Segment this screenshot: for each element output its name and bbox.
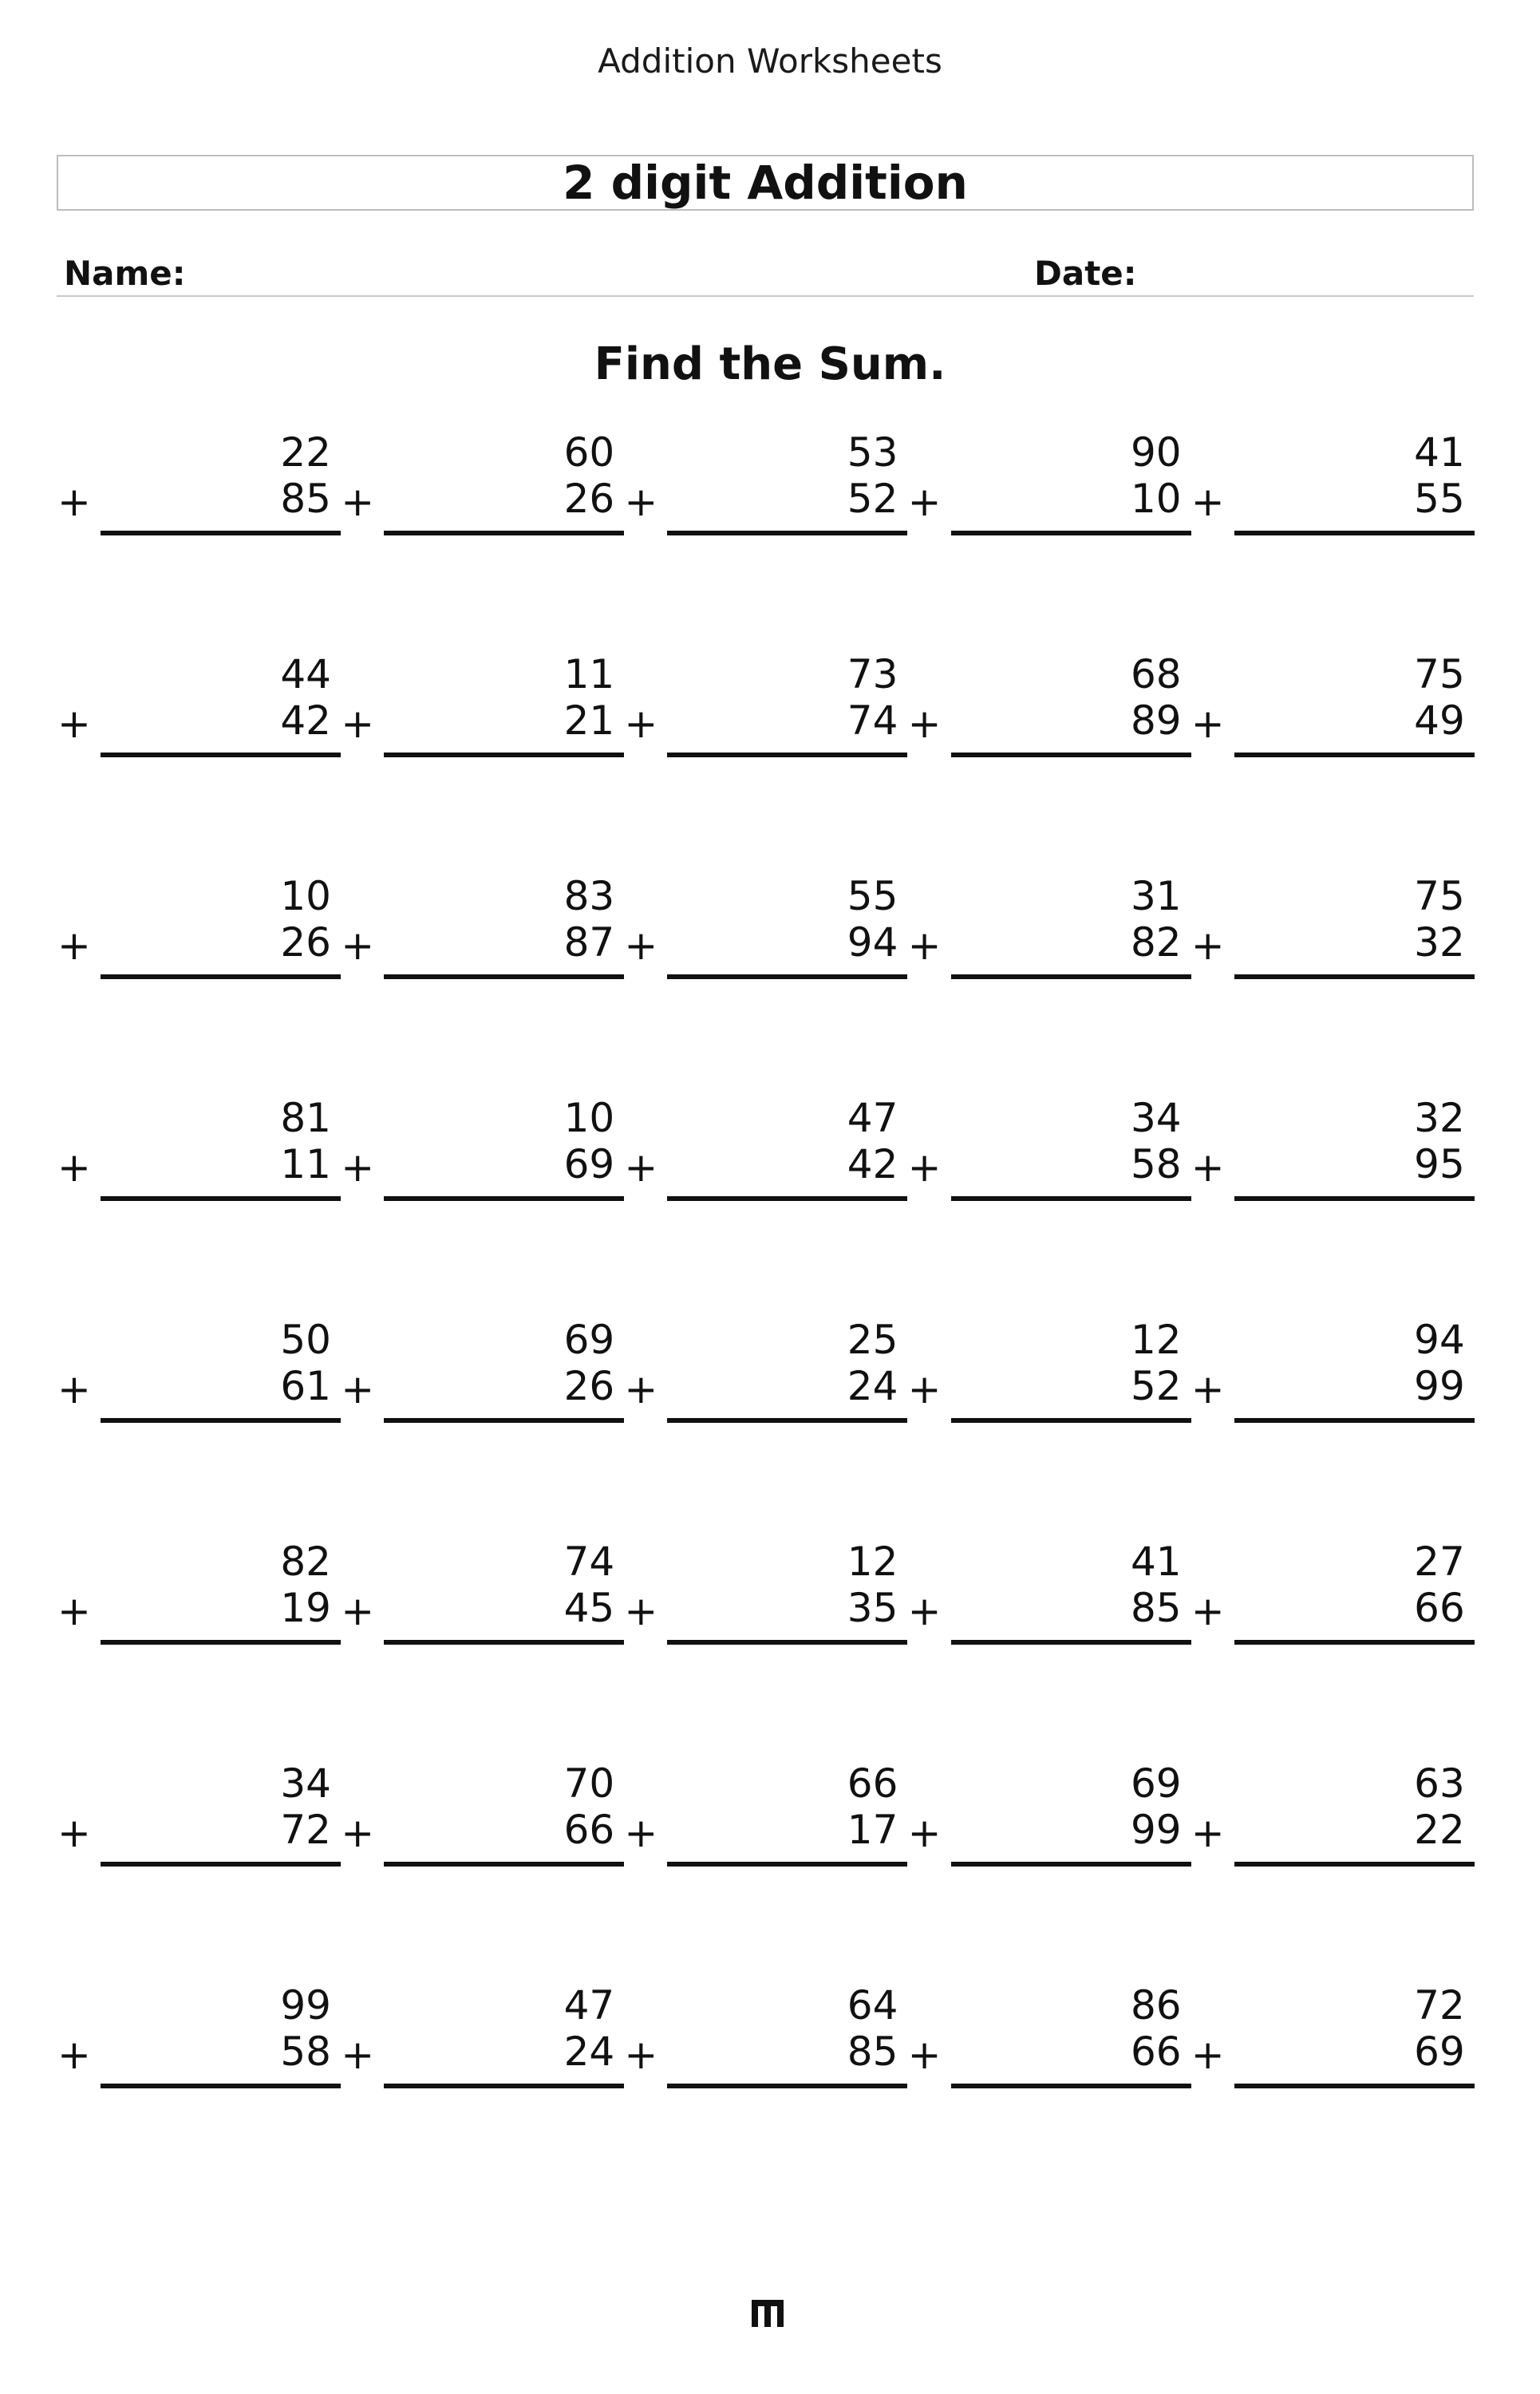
top-addend: 34: [280, 1760, 331, 1807]
top-addend: 31: [1130, 873, 1182, 919]
plus-sign: +: [341, 1810, 375, 1856]
plus-sign: +: [341, 479, 375, 525]
top-addend: 27: [1414, 1539, 1465, 1585]
addition-problem: [1191, 873, 1475, 1001]
bottom-addend: 22: [1414, 1807, 1465, 1853]
bottom-addend: 82: [1130, 919, 1182, 966]
answer-line: [667, 2084, 907, 2088]
answer-line: [667, 1418, 907, 1423]
plus-sign: +: [57, 479, 91, 525]
bottom-addend: 26: [280, 919, 331, 966]
top-addend: 12: [1130, 1317, 1182, 1363]
addition-problem: [1191, 1982, 1475, 2110]
top-addend: 68: [1130, 651, 1182, 697]
top-addend: 11: [563, 651, 615, 697]
top-addend: 81: [280, 1095, 331, 1141]
addition-problem: [624, 429, 907, 557]
bottom-addend: 55: [1414, 476, 1465, 522]
plus-sign: +: [907, 922, 942, 969]
addition-problem: [624, 1317, 907, 1444]
addition-problem: [908, 1539, 1191, 1666]
brand-logo-icon: [747, 2297, 785, 2329]
plus-sign: +: [624, 1144, 658, 1191]
plus-sign: +: [57, 1810, 91, 1856]
bottom-addend: 85: [847, 2029, 898, 2075]
top-addend: 53: [847, 429, 898, 476]
plus-sign: +: [907, 1588, 942, 1634]
bottom-addend: 21: [563, 697, 615, 744]
bottom-addend: 66: [1130, 2029, 1182, 2075]
top-addend: 41: [1130, 1539, 1182, 1585]
answer-line: [951, 531, 1191, 535]
plus-sign: +: [624, 1366, 658, 1412]
bottom-addend: 42: [847, 1141, 898, 1187]
bottom-addend: 35: [847, 1585, 898, 1631]
bottom-addend: 74: [847, 697, 898, 744]
top-addend: 73: [847, 651, 898, 697]
bottom-addend: 87: [563, 919, 615, 966]
plus-sign: +: [1191, 922, 1225, 969]
addition-problem: [624, 1095, 907, 1223]
plus-sign: +: [57, 2032, 91, 2078]
answer-line: [101, 974, 341, 979]
answer-line: [1234, 531, 1475, 535]
plus-sign: +: [1191, 1588, 1225, 1634]
bottom-addend: 72: [280, 1807, 331, 1853]
problem-grid: [57, 429, 1475, 2204]
top-addend: 69: [563, 1317, 615, 1363]
top-addend: 55: [847, 873, 898, 919]
bottom-addend: 17: [847, 1807, 898, 1853]
bottom-addend: 69: [563, 1141, 615, 1187]
plus-sign: +: [341, 701, 375, 747]
plus-sign: +: [57, 922, 91, 969]
answer-line: [101, 753, 341, 757]
answer-line: [101, 1418, 341, 1423]
bottom-addend: 26: [563, 1363, 615, 1409]
plus-sign: +: [57, 701, 91, 747]
addition-problem: [908, 1095, 1191, 1223]
top-addend: 25: [847, 1317, 898, 1363]
top-addend: 83: [563, 873, 615, 919]
top-addend: 94: [1414, 1317, 1465, 1363]
answer-line: [667, 753, 907, 757]
answer-line: [101, 1862, 341, 1867]
bottom-addend: 19: [280, 1585, 331, 1631]
bottom-addend: 85: [1130, 1585, 1182, 1631]
answer-line: [384, 1196, 624, 1201]
worksheet-title: 2 digit Addition: [57, 155, 1474, 211]
bottom-addend: 66: [563, 1807, 615, 1853]
answer-line: [667, 531, 907, 535]
answer-line: [101, 531, 341, 535]
addition-problem: [341, 1095, 624, 1223]
plus-sign: +: [907, 479, 942, 525]
top-addend: 12: [847, 1539, 898, 1585]
addition-problem: [341, 873, 624, 1001]
top-addend: 86: [1130, 1982, 1182, 2029]
bottom-addend: 32: [1414, 919, 1465, 966]
top-addend: 74: [563, 1539, 615, 1585]
addition-problem: [57, 1982, 341, 2110]
bottom-addend: 24: [847, 1363, 898, 1409]
bottom-addend: 66: [1414, 1585, 1465, 1631]
bottom-addend: 10: [1130, 476, 1182, 522]
addition-problem: [624, 1760, 907, 1888]
bottom-addend: 45: [563, 1585, 615, 1631]
bottom-addend: 52: [847, 476, 898, 522]
top-addend: 82: [280, 1539, 331, 1585]
answer-line: [1234, 1862, 1475, 1867]
addition-problem: [908, 429, 1191, 557]
answer-line: [384, 974, 624, 979]
bottom-addend: 58: [280, 2029, 331, 2075]
plus-sign: +: [341, 1588, 375, 1634]
answer-line: [1234, 1196, 1475, 1201]
addition-problem: [1191, 1539, 1475, 1666]
name-date-divider: [57, 295, 1474, 297]
answer-line: [1234, 974, 1475, 979]
top-addend: 60: [563, 429, 615, 476]
addition-problem: [908, 651, 1191, 779]
plus-sign: +: [624, 922, 658, 969]
top-addend: 22: [280, 429, 331, 476]
addition-problem: [341, 1760, 624, 1888]
top-addend: 50: [280, 1317, 331, 1363]
plus-sign: +: [624, 1810, 658, 1856]
answer-line: [101, 1196, 341, 1201]
bottom-addend: 24: [563, 2029, 615, 2075]
addition-problem: [908, 1760, 1191, 1888]
bottom-addend: 69: [1414, 2029, 1465, 2075]
addition-problem: [908, 1317, 1191, 1444]
addition-problem: [57, 873, 341, 1001]
bottom-addend: 99: [1414, 1363, 1465, 1409]
plus-sign: +: [341, 1144, 375, 1191]
addition-problem: [57, 1539, 341, 1666]
answer-line: [667, 1196, 907, 1201]
top-addend: 34: [1130, 1095, 1182, 1141]
answer-line: [384, 1862, 624, 1867]
answer-line: [951, 1862, 1191, 1867]
addition-problem: [341, 1982, 624, 2110]
instruction-heading: Find the Sum.: [594, 338, 946, 390]
plus-sign: +: [907, 1144, 942, 1191]
bottom-addend: 26: [563, 476, 615, 522]
top-addend: 44: [280, 651, 331, 697]
bottom-addend: 85: [280, 476, 331, 522]
plus-sign: +: [341, 1366, 375, 1412]
bottom-addend: 94: [847, 919, 898, 966]
top-addend: 63: [1414, 1760, 1465, 1807]
answer-line: [384, 1640, 624, 1645]
answer-line: [1234, 2084, 1475, 2088]
answer-line: [951, 2084, 1191, 2088]
plus-sign: +: [341, 2032, 375, 2078]
addition-problem: [57, 1760, 341, 1888]
plus-sign: +: [907, 2032, 942, 2078]
addition-problem: [57, 651, 341, 779]
plus-sign: +: [907, 701, 942, 747]
top-addend: 32: [1414, 1095, 1465, 1141]
answer-line: [1234, 1640, 1475, 1645]
answer-line: [101, 2084, 341, 2088]
answer-line: [667, 974, 907, 979]
answer-line: [951, 1196, 1191, 1201]
plus-sign: +: [624, 2032, 658, 2078]
addition-problem: [624, 1539, 907, 1666]
addition-problem: [341, 1539, 624, 1666]
addition-problem: [1191, 429, 1475, 557]
top-addend: 72: [1414, 1982, 1465, 2029]
addition-problem: [341, 429, 624, 557]
top-addend: 66: [847, 1760, 898, 1807]
bottom-addend: 58: [1130, 1141, 1182, 1187]
top-addend: 99: [280, 1982, 331, 2029]
site-title: Addition Worksheets: [598, 41, 942, 81]
addition-problem: [908, 1982, 1191, 2110]
addition-problem: [624, 651, 907, 779]
answer-line: [384, 753, 624, 757]
addition-problem: [57, 429, 341, 557]
addition-problem: [624, 1982, 907, 2110]
answer-line: [667, 1640, 907, 1645]
top-addend: 41: [1414, 429, 1465, 476]
answer-line: [384, 531, 624, 535]
date-label: Date:: [1034, 254, 1137, 293]
plus-sign: +: [624, 1588, 658, 1634]
answer-line: [951, 1640, 1191, 1645]
top-addend: 75: [1414, 873, 1465, 919]
name-label: Name:: [64, 254, 186, 293]
plus-sign: +: [1191, 1366, 1225, 1412]
plus-sign: +: [57, 1366, 91, 1412]
addition-problem: [341, 651, 624, 779]
addition-problem: [341, 1317, 624, 1444]
plus-sign: +: [341, 922, 375, 969]
top-addend: 69: [1130, 1760, 1182, 1807]
plus-sign: +: [1191, 479, 1225, 525]
bottom-addend: 11: [280, 1141, 331, 1187]
addition-problem: [57, 1095, 341, 1223]
plus-sign: +: [1191, 1810, 1225, 1856]
addition-problem: [1191, 1760, 1475, 1888]
answer-line: [101, 1640, 341, 1645]
answer-line: [384, 2084, 624, 2088]
bottom-addend: 99: [1130, 1807, 1182, 1853]
bottom-addend: 61: [280, 1363, 331, 1409]
bottom-addend: 42: [280, 697, 331, 744]
answer-line: [951, 1418, 1191, 1423]
plus-sign: +: [57, 1588, 91, 1634]
bottom-addend: 49: [1414, 697, 1465, 744]
plus-sign: +: [1191, 1144, 1225, 1191]
addition-problem: [624, 873, 907, 1001]
plus-sign: +: [907, 1810, 942, 1856]
bottom-addend: 89: [1130, 697, 1182, 744]
answer-line: [951, 753, 1191, 757]
addition-problem: [1191, 651, 1475, 779]
addition-problem: [908, 873, 1191, 1001]
answer-line: [1234, 1418, 1475, 1423]
plus-sign: +: [1191, 2032, 1225, 2078]
top-addend: 47: [847, 1095, 898, 1141]
answer-line: [1234, 753, 1475, 757]
top-addend: 47: [563, 1982, 615, 2029]
bottom-addend: 95: [1414, 1141, 1465, 1187]
top-addend: 64: [847, 1982, 898, 2029]
plus-sign: +: [624, 479, 658, 525]
top-addend: 70: [563, 1760, 615, 1807]
answer-line: [384, 1418, 624, 1423]
plus-sign: +: [624, 701, 658, 747]
addition-problem: [57, 1317, 341, 1444]
plus-sign: +: [1191, 701, 1225, 747]
addition-problem: [1191, 1317, 1475, 1444]
top-addend: 10: [280, 873, 331, 919]
top-addend: 10: [563, 1095, 615, 1141]
plus-sign: +: [907, 1366, 942, 1412]
bottom-addend: 52: [1130, 1363, 1182, 1409]
answer-line: [667, 1862, 907, 1867]
addition-problem: [1191, 1095, 1475, 1223]
top-addend: 90: [1130, 429, 1182, 476]
top-addend: 75: [1414, 651, 1465, 697]
answer-line: [951, 974, 1191, 979]
plus-sign: +: [57, 1144, 91, 1191]
